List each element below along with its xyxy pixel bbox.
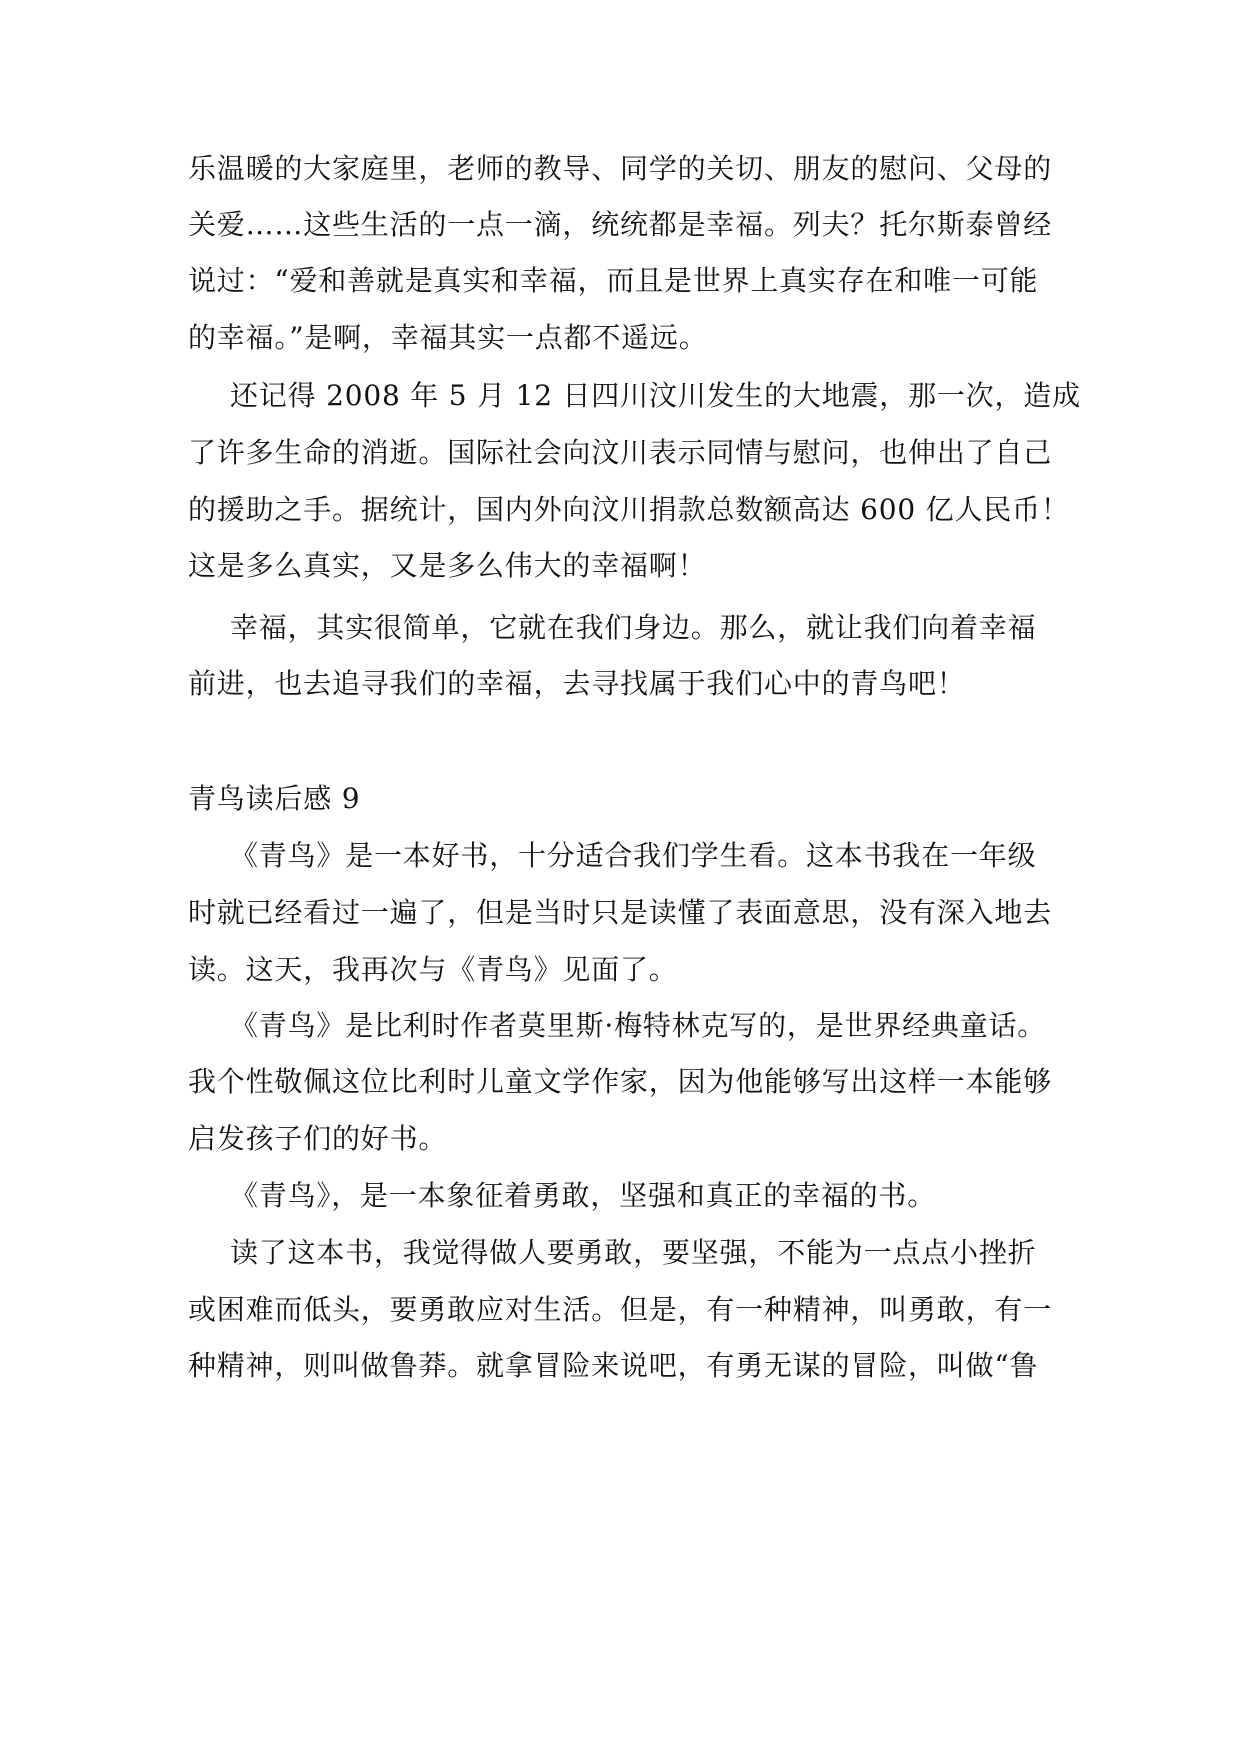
paragraph-line: 读。这天，我再次与《青鸟》见面了。 — [188, 953, 678, 986]
section-heading: 青鸟读后感 9 — [188, 782, 361, 815]
paragraph-line: 前进，也去追寻我们的幸福，去寻找属于我们心中的青鸟吧！ — [188, 667, 966, 700]
paragraph-line: 了许多生命的消逝。国际社会向汶川表示同情与慰问，也伸出了自己 — [188, 436, 1053, 469]
paragraph-line: 这是多么真实，又是多么伟大的幸福啊！ — [188, 549, 707, 582]
paragraph-line: 种精神，则叫做鲁莽。就拿冒险来说吧，有勇无谋的冒险，叫做“鲁 — [188, 1349, 1039, 1382]
paragraph-line: 关爱……这些生活的一点一滴，统统都是幸福。列夫？托尔斯泰曾经 — [188, 208, 1053, 241]
paragraph-line: 的援助之手。据统计，国内外向汶川捐款总数额高达 600 亿人民币！ — [188, 493, 1070, 526]
paragraph-line: 时就已经看过一遍了，但是当时只是读懂了表面意思，没有深入地去 — [188, 896, 1053, 929]
paragraph-line: 我个性敬佩这位比利时儿童文学作家，因为他能够写出这样一本能够 — [188, 1065, 1053, 1098]
paragraph-line: 《青鸟》，是一本象征着勇敢，坚强和真正的幸福的书。 — [230, 1179, 937, 1212]
paragraph-line: 《青鸟》是一本好书，十分适合我们学生看。这本书我在一年级 — [230, 839, 1037, 872]
paragraph-line: 启发孩子们的好书。 — [188, 1122, 448, 1155]
paragraph-line: 或困难而低头，要勇敢应对生活。但是，有一种精神，叫勇敢，有一 — [188, 1293, 1053, 1326]
paragraph-line: 《青鸟》是比利时作者莫里斯·梅特林克写的，是世界经典童话。 — [230, 1009, 1047, 1042]
paragraph-line: 读了这本书，我觉得做人要勇敢，要坚强，不能为一点点小挫折 — [230, 1236, 1037, 1269]
paragraph-line: 乐温暖的大家庭里，老师的教导、同学的关切、朋友的慰问、父母的 — [188, 152, 1053, 185]
paragraph-line: 说过：“爱和善就是真实和幸福，而且是世界上真实存在和唯一可能 — [188, 264, 1039, 297]
paragraph-line: 的幸福。”是啊，幸福其实一点都不遥远。 — [188, 321, 708, 354]
paragraph-line: 还记得 2008 年 5 月 12 日四川汶川发生的大地震，那一次，造成 — [230, 379, 1081, 412]
paragraph-line: 幸福，其实很简单，它就在我们身边。那么，就让我们向着幸福 — [230, 611, 1037, 644]
